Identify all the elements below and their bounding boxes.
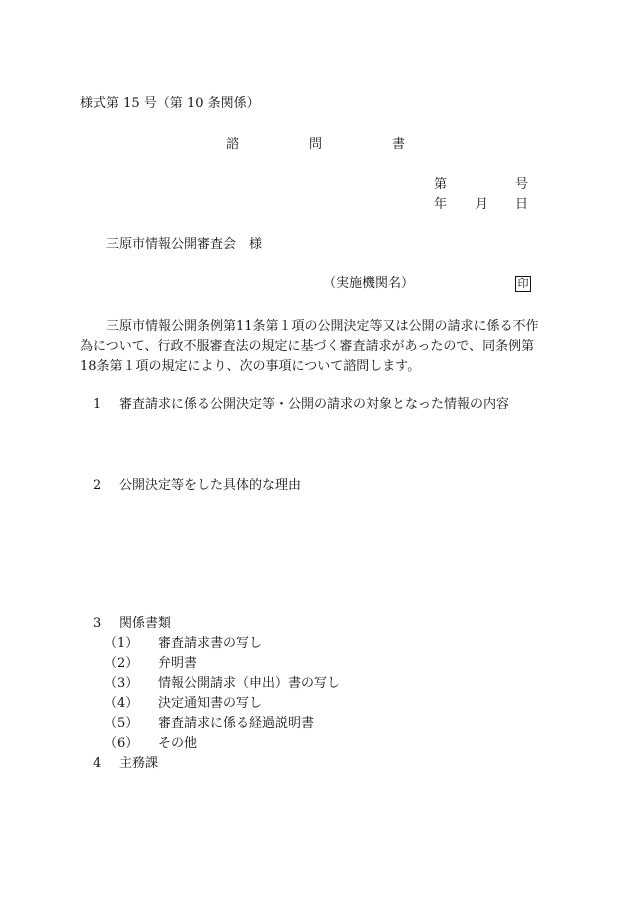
item-1-label: 審査請求に係る公開決定等・公開の請求の対象となった情報の内容 — [119, 397, 510, 412]
document-item — [104, 717, 314, 730]
item-3-label: 関係書類 — [119, 616, 172, 631]
document-label: 弁明書 — [158, 656, 198, 671]
item-2-label: 公開決定等をした具体的な理由 — [119, 478, 302, 493]
document-item — [104, 697, 262, 710]
document-label: その他 — [158, 736, 198, 751]
document-item — [104, 677, 340, 690]
number-go: 号 — [515, 177, 529, 192]
date-month: 月 — [475, 197, 489, 212]
document-item — [104, 637, 262, 650]
body-text: 三原市情報公開条例第11条第１項の公開決定等又は公開の請求に係る不作為について、行政不服審査法の規定に基づく審査請求があったので、同条例第18条第１項の規定により、次の事項について諮問します。 — [80, 319, 539, 374]
date-day: 日 — [515, 197, 529, 212]
document-number: （6） — [104, 736, 139, 751]
document-label: 審査請求書の写し — [158, 636, 263, 651]
item-4-number: 4 — [93, 756, 102, 771]
title-char-3: 書 — [392, 137, 406, 152]
item-4 — [93, 757, 158, 770]
addressee: 三原市情報公開審査会 様 — [106, 237, 263, 252]
title-char-2: 問 — [309, 137, 323, 152]
item-1-number: 1 — [93, 397, 102, 412]
document-number: （5） — [104, 716, 139, 731]
item-3 — [93, 617, 171, 630]
number-dai: 第 — [434, 177, 448, 192]
document-label: 審査請求に係る経過説明書 — [158, 716, 315, 731]
item-1 — [93, 398, 509, 411]
document-number: （1） — [104, 636, 139, 651]
document-number: （4） — [104, 696, 139, 711]
document-number: （3） — [104, 676, 139, 691]
body-paragraph — [80, 317, 540, 377]
title-char-1: 諮 — [226, 137, 240, 152]
agency-name: （実施機関名） — [323, 276, 415, 291]
item-2-number: 2 — [93, 478, 102, 493]
form-label: 様式第 15 号（第 10 条関係） — [80, 96, 260, 111]
document-item — [104, 737, 197, 750]
item-4-label: 主務課 — [119, 756, 159, 771]
document-label: 決定通知書の写し — [158, 696, 263, 711]
document-item — [104, 657, 197, 670]
item-2 — [93, 479, 301, 492]
item-3-number: 3 — [93, 616, 102, 631]
date-year: 年 — [434, 197, 448, 212]
document-label: 情報公開請求（申出）書の写し — [158, 676, 341, 691]
seal-mark: 印 — [515, 276, 531, 292]
document-number: （2） — [104, 656, 139, 671]
